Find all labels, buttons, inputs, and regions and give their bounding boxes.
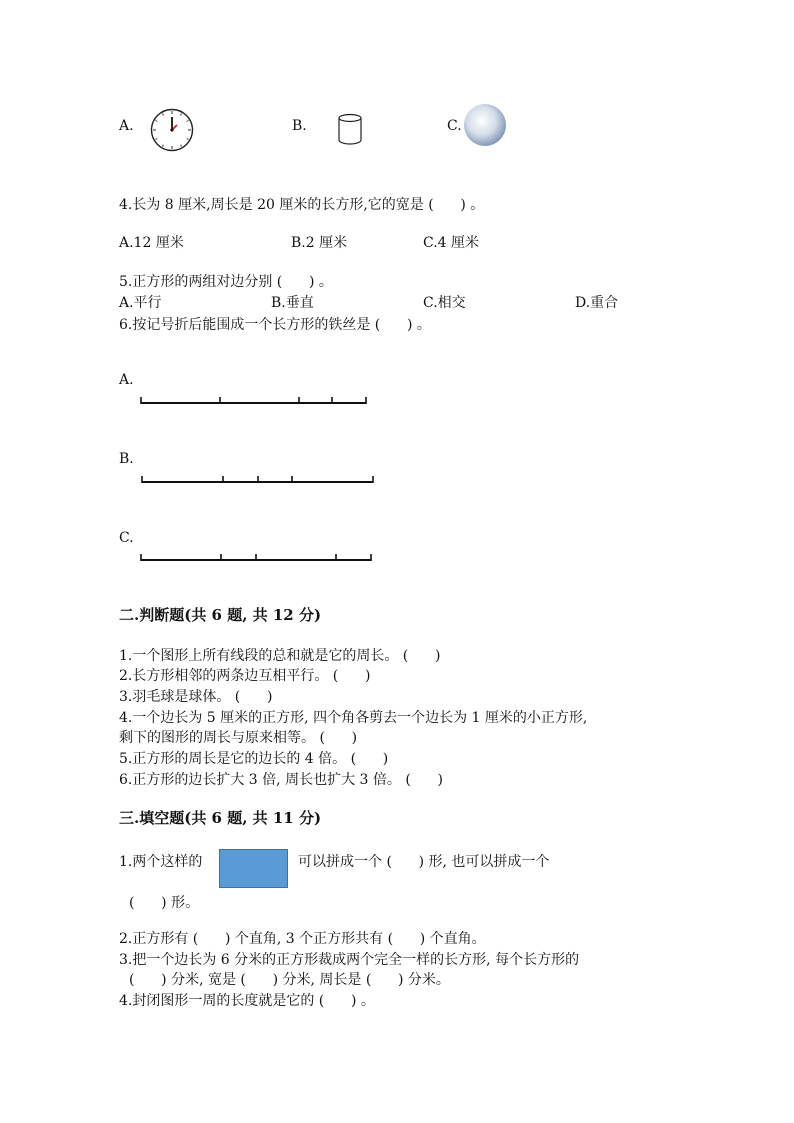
q3-option-a-label: A. [119, 118, 134, 134]
q3-option-b-label: B. [292, 118, 307, 134]
q5-option-d: D.重合 [575, 295, 619, 311]
q5-option-a: A.平行 [119, 295, 162, 311]
q6-stem: 6.按记号折后能围成一个长方形的铁丝是 ( ) 。 [119, 317, 431, 333]
fill-q1-text: 可以拼成一个 ( ) 形, 也可以拼成一个 [298, 854, 550, 870]
judge-item-4: 4.一个边长为 5 厘米的正方形, 四个角各剪去一个边长为 1 厘米的小正方形, [119, 710, 588, 726]
fill-q1-prefix: 1.两个这样的 [119, 854, 203, 870]
q5-stem: 5.正方形的两组对边分别 ( ) 。 [119, 274, 333, 290]
clock-icon [150, 108, 195, 152]
fill-q4: 4.封闭图形一周的长度就是它的 ( ) 。 [119, 993, 375, 1009]
judge-item-1: 1.一个图形上所有线段的总和就是它的周长。 ( ) [119, 648, 441, 664]
fill-q3-line2: ( ) 分米, 宽是 ( ) 分米, 周长是 ( ) 分米。 [129, 972, 450, 988]
q4-option-b: B.2 厘米 [291, 235, 348, 251]
judge-item-6: 6.正方形的边长扩大 3 倍, 周长也扩大 3 倍。 ( ) [119, 772, 443, 788]
q4-stem: 4.长为 8 厘米,周长是 20 厘米的长方形,它的宽是 ( ) 。 [119, 197, 485, 213]
wire-b-diagram [140, 475, 376, 485]
wire-c-diagram [139, 553, 374, 563]
q5-option-b: B.垂直 [271, 295, 314, 311]
q4-option-c: C.4 厘米 [423, 235, 480, 251]
q5-option-c: C.相交 [423, 295, 466, 311]
blue-rectangle-figure [219, 849, 288, 888]
fill-q1-line2: ( ) 形。 [129, 895, 200, 911]
q4-option-a: A.12 厘米 [119, 235, 184, 251]
fill-q2: 2.正方形有 ( ) 个直角, 3 个正方形共有 ( ) 个直角。 [119, 931, 486, 947]
section-2-title: 二.判断题(共 6 题, 共 12 分) [119, 606, 322, 624]
judge-item-3: 3.羽毛球是球体。 ( ) [119, 689, 273, 705]
section-3-title: 三.填空题(共 6 题, 共 11 分) [119, 809, 322, 827]
sphere-icon [463, 103, 507, 147]
wire-a-diagram [139, 396, 369, 406]
judge-item-2: 2.长方形相邻的两条边互相平行。 ( ) [119, 668, 371, 684]
q6-option-a-label: A. [119, 372, 134, 388]
fill-q3-line1: 3.把一个边长为 6 分米的正方形裁成两个完全一样的长方形, 每个长方形的 [119, 952, 580, 968]
cylinder-icon [337, 113, 363, 145]
judge-item-4-cont: 剩下的图形的周长与原来相等。 ( ) [119, 730, 358, 746]
judge-item-5: 5.正方形的周长是它的边长的 4 倍。 ( ) [119, 751, 389, 767]
q6-option-c-label: C. [119, 530, 134, 546]
q6-option-b-label: B. [119, 451, 134, 467]
q3-option-c-label: C. [447, 118, 462, 134]
